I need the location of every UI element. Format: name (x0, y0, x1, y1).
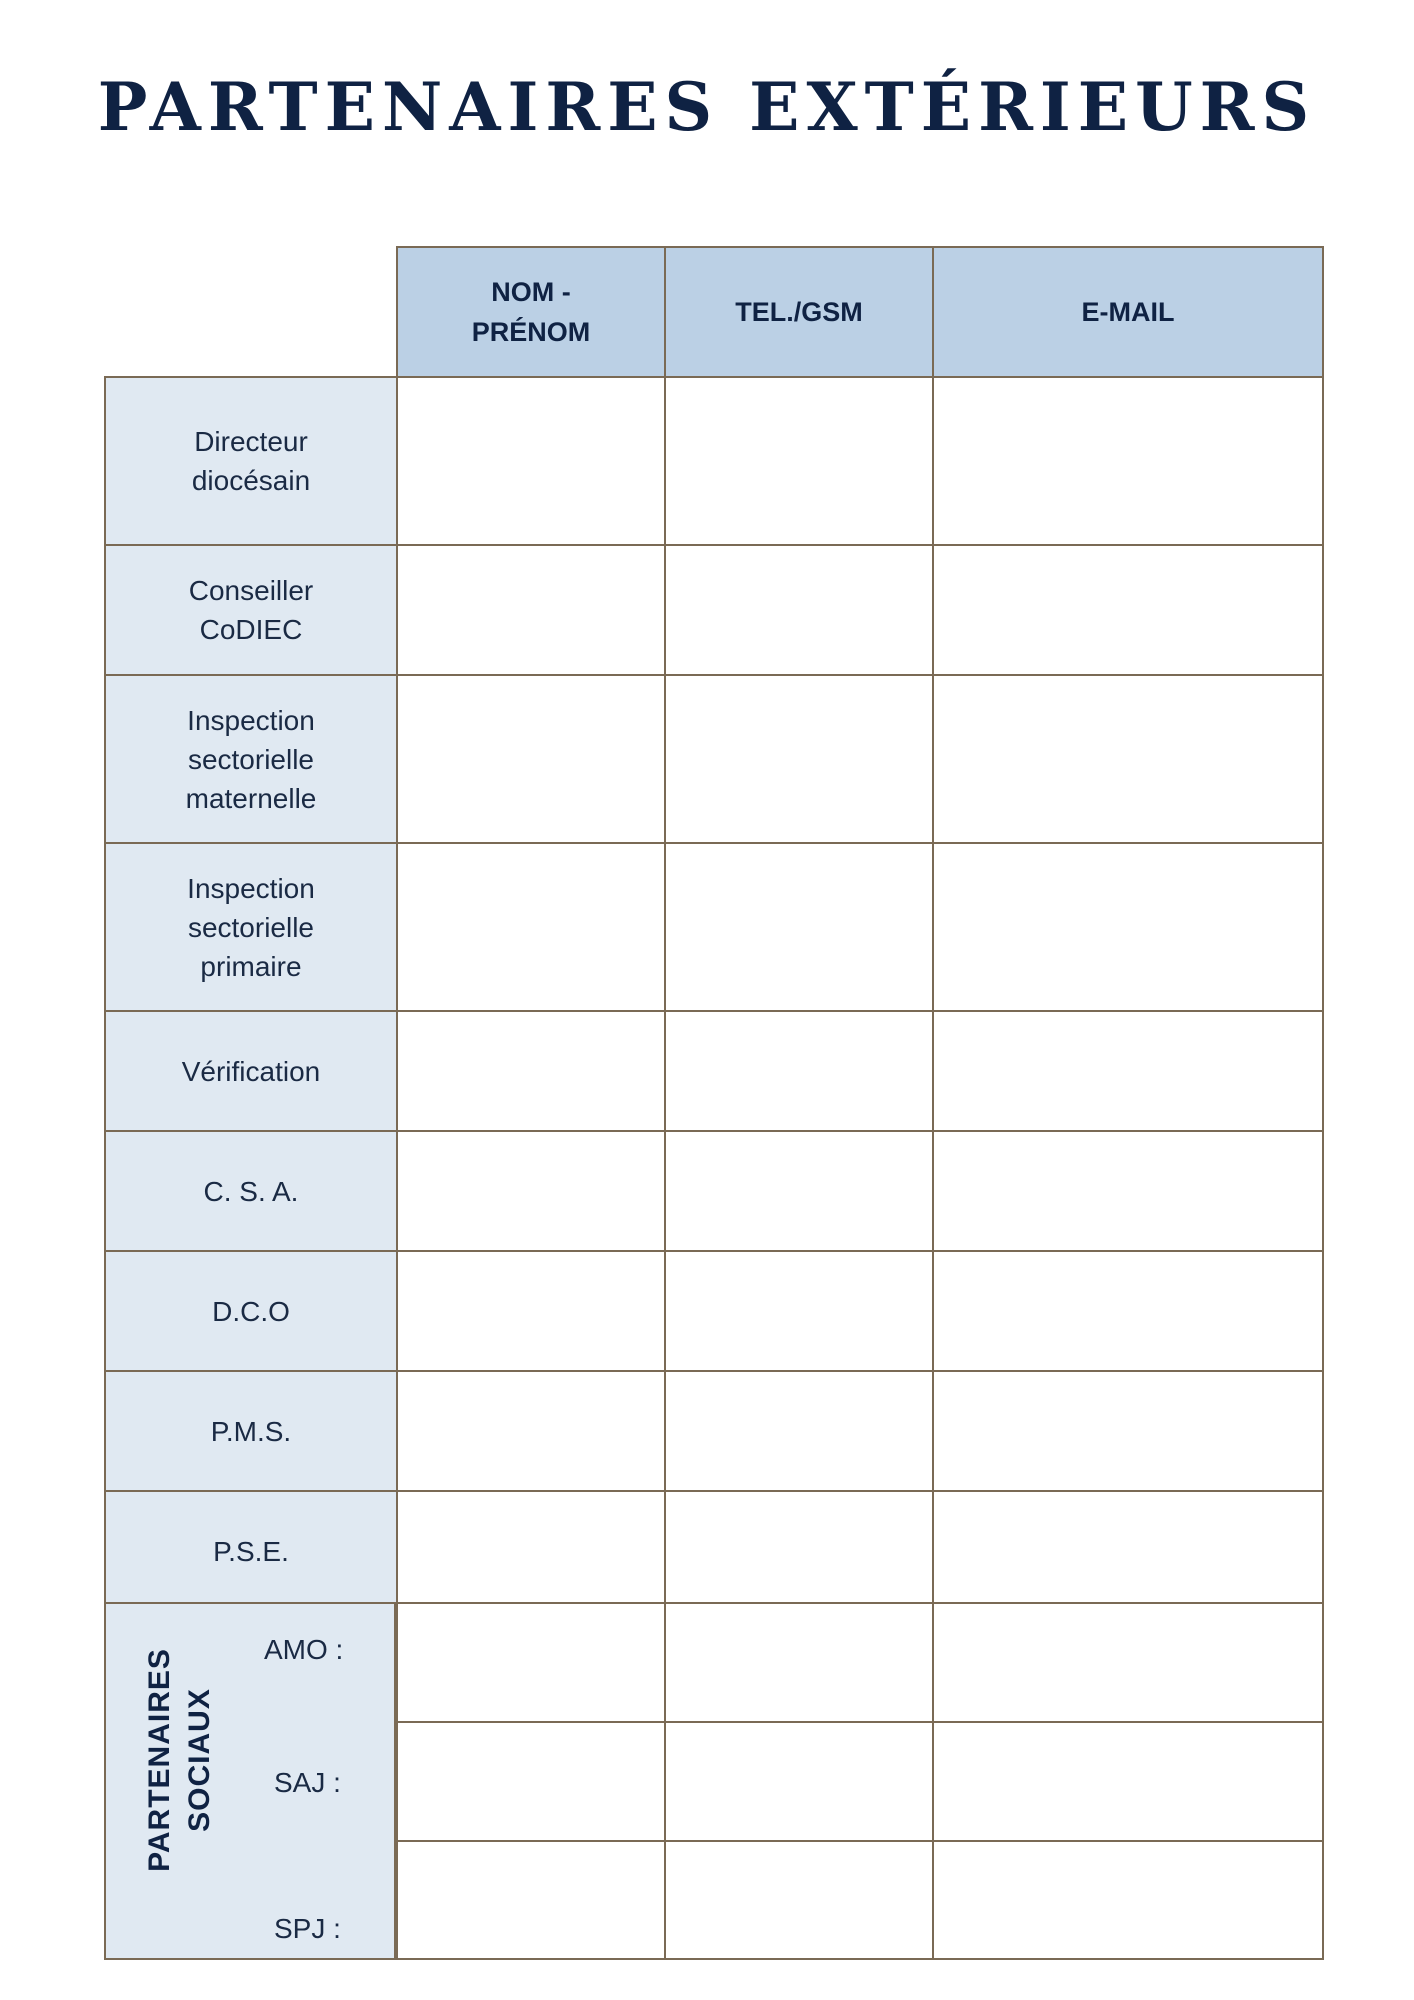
entry-cell-tel-gsm-row-3[interactable] (664, 674, 934, 844)
entry-cell-email-row-1[interactable] (932, 376, 1324, 546)
entry-cell-email-row-8[interactable] (932, 1370, 1324, 1492)
entry-cell-email-row-10[interactable] (932, 1602, 1324, 1723)
entry-cell-nom-prenom-row-1[interactable] (396, 376, 666, 546)
entry-cell-email-row-11[interactable] (932, 1721, 1324, 1842)
entry-cell-email-row-3[interactable] (932, 674, 1324, 844)
entry-cell-tel-gsm-row-2[interactable] (664, 544, 934, 676)
entry-cell-email-row-9[interactable] (932, 1490, 1324, 1612)
entry-cell-nom-prenom-row-3[interactable] (396, 674, 666, 844)
entry-cell-tel-gsm-row-8[interactable] (664, 1370, 934, 1492)
row-label-dco: D.C.O (104, 1250, 398, 1372)
entry-cell-nom-prenom-row-7[interactable] (396, 1250, 666, 1372)
entry-cell-tel-gsm-row-1[interactable] (664, 376, 934, 546)
social-item-amo: AMO : (264, 1634, 344, 1665)
entry-cell-email-row-6[interactable] (932, 1130, 1324, 1252)
entry-cell-email-row-4[interactable] (932, 842, 1324, 1012)
entry-cell-nom-prenom-row-11[interactable] (396, 1721, 666, 1842)
entry-cell-tel-gsm-row-10[interactable] (664, 1602, 934, 1723)
row-label-csa: C. S. A. (104, 1130, 398, 1252)
entry-cell-nom-prenom-row-4[interactable] (396, 842, 666, 1012)
entry-cell-email-row-12[interactable] (932, 1840, 1324, 1960)
page-title: PARTENAIRES EXTÉRIEURS (97, 68, 1317, 146)
entry-cell-tel-gsm-row-11[interactable] (664, 1721, 934, 1842)
entry-cell-email-row-2[interactable] (932, 544, 1324, 676)
header-tel-gsm: TEL./GSM (664, 246, 934, 378)
header-email: E-MAIL (932, 246, 1324, 378)
row-label-pse: P.S.E. (104, 1490, 398, 1612)
social-partners-title: PARTENAIRES SOCIAUX (143, 1648, 216, 1872)
header-nom-prenom: NOM - PRÉNOM (396, 246, 666, 378)
entry-cell-tel-gsm-row-5[interactable] (664, 1010, 934, 1132)
entry-cell-email-row-5[interactable] (932, 1010, 1324, 1132)
entry-cell-tel-gsm-row-7[interactable] (664, 1250, 934, 1372)
social-item-saj: SAJ : (274, 1767, 341, 1798)
entry-cell-tel-gsm-row-12[interactable] (664, 1840, 934, 1960)
entry-cell-nom-prenom-row-10[interactable] (396, 1602, 666, 1723)
entry-cell-email-row-7[interactable] (932, 1250, 1324, 1372)
row-label-verification: Vérification (104, 1010, 398, 1132)
entry-cell-nom-prenom-row-12[interactable] (396, 1840, 666, 1960)
row-label-pms: P.M.S. (104, 1370, 398, 1492)
row-label-inspection-primaire: Inspection sectorielle primaire (104, 842, 398, 1012)
entry-cell-tel-gsm-row-9[interactable] (664, 1490, 934, 1612)
entry-cell-nom-prenom-row-6[interactable] (396, 1130, 666, 1252)
entry-cell-tel-gsm-row-6[interactable] (664, 1130, 934, 1252)
entry-cell-nom-prenom-row-8[interactable] (396, 1370, 666, 1492)
row-label-directeur-diocesain: Directeur diocésain (104, 376, 398, 546)
entry-cell-nom-prenom-row-5[interactable] (396, 1010, 666, 1132)
row-label-conseiller-codiec: Conseiller CoDIEC (104, 544, 398, 676)
social-item-spj: SPJ : (274, 1913, 341, 1944)
entry-cell-nom-prenom-row-2[interactable] (396, 544, 666, 676)
row-label-inspection-maternelle: Inspection sectorielle maternelle (104, 674, 398, 844)
entry-cell-nom-prenom-row-9[interactable] (396, 1490, 666, 1612)
entry-cell-tel-gsm-row-4[interactable] (664, 842, 934, 1012)
